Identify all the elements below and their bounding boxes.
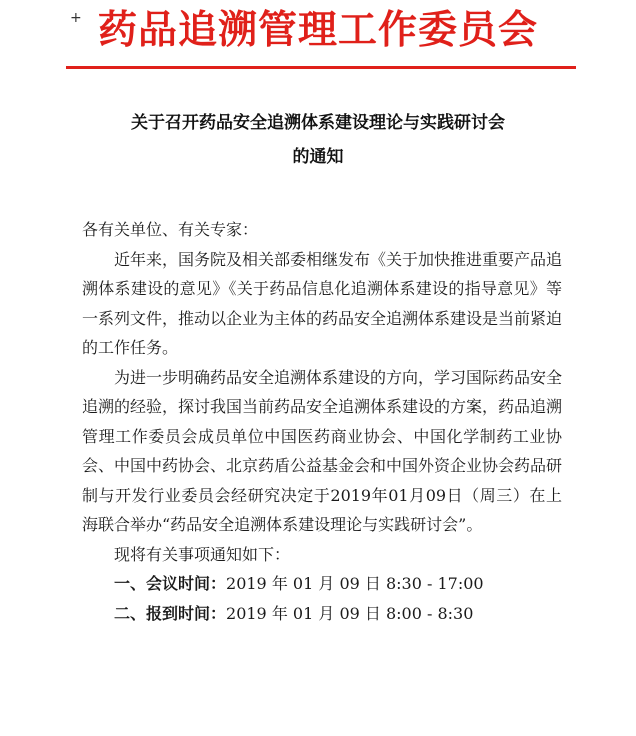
item-registration-time — [82, 599, 562, 629]
item-meeting-time — [82, 569, 562, 599]
header-rule — [66, 66, 576, 69]
salutation: 各有关单位、有关专家： — [82, 220, 259, 239]
paragraph-2: 为进一步明确药品安全追溯体系建设的方向，学习国际药品安全追溯的经验，探讨我国当前药品安全追溯体系建设的方案，药品追溯管理工作委员会成员单位中国医药商业协会、中国化学制药工业协会、中国中药协会、北京药盾公益基金会和中国外资企业协会药品研制与开发行业委员会经研究决定于2019年01月09日（周三）在上海联合举办“药品安全追溯体系建设理论与实践研讨会”。 — [82, 367, 563, 534]
document-title-line2: 的通知 — [292, 147, 344, 167]
paragraph-3: 现将有关事项通知如下： — [114, 544, 291, 564]
paragraph-1: 近年来，国务院及相关部委相继发布《关于加快推进重要产品追溯体系建设的意见》《关于药品信息化追溯体系建设的指导意见》等一系列文件，推动以企业为主体的药品安全追溯体系建设是当前紧迫的工作任务。 — [82, 249, 563, 357]
crosshair-icon: + — [70, 10, 82, 26]
document-title-line1: 关于召开药品安全追溯体系建设理论与实践研讨会 — [131, 113, 505, 133]
item-registration-time-value: 2019 年 01 月 09 日 8:00 - 8:30 — [226, 603, 474, 623]
document-title — [80, 106, 556, 174]
item-registration-time-key: 二、报到时间： — [114, 603, 227, 623]
item-meeting-time-key: 一、会议时间： — [114, 574, 227, 593]
document-body — [82, 215, 562, 628]
header-org-title: 药品追溯管理工作委员会 — [97, 8, 538, 53]
item-meeting-time-value: 2019 年 01 月 09 日 8:30 - 17:00 — [226, 574, 484, 593]
